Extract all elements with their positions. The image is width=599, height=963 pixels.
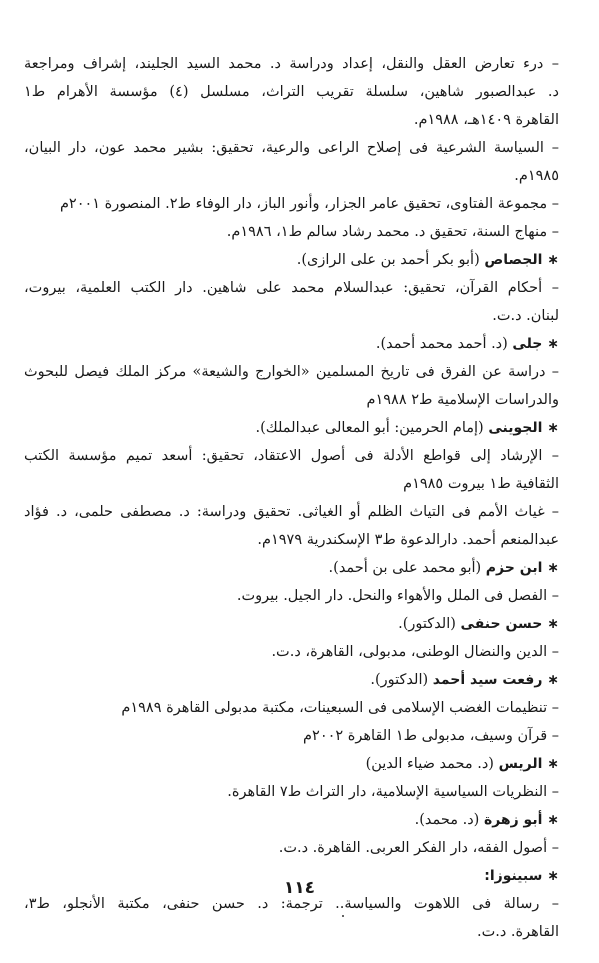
reference-line: – منهاج السنة، تحقيق د. محمد رشاد سالم ط١، ١٩٨٦م. <box>226 224 559 240</box>
author-bullet-icon: ∗ <box>547 336 559 352</box>
reference-line: والدراسات الإسلامية ط٢ ١٩٨٨م <box>366 392 559 408</box>
author-heading <box>24 246 559 274</box>
author-name: جلى <box>512 336 543 352</box>
reference-line: – أحكام القرآن، تحقيق: عبدالسلام محمد على شاهين. دار الكتب العلمية، بيروت، <box>24 280 559 296</box>
author-line <box>24 750 559 778</box>
author-heading <box>24 610 559 638</box>
reference-entry <box>24 190 559 218</box>
reference-line: القاهرة ١٤٠٩هـ، ١٩٨٨م. <box>413 112 559 128</box>
print-speck <box>342 915 344 917</box>
reference-entry <box>24 638 559 666</box>
reference-entry <box>24 778 559 806</box>
author-bullet-icon: ∗ <box>547 868 559 884</box>
reference-line: ١٩٨٥م. <box>514 168 559 184</box>
reference-entry <box>24 442 559 498</box>
author-details: (الدكتور). <box>370 672 433 688</box>
author-details: (أبو محمد على بن أحمد). <box>328 560 486 576</box>
author-line <box>24 666 559 694</box>
author-line <box>24 330 559 358</box>
reference-entry <box>24 498 559 554</box>
reference-line: – درء تعارض العقل والنقل، إعداد ودراسة د. محمد السيد الجليند، إشراف ومراجعة <box>24 56 559 72</box>
reference-line: – الفصل فى الملل والأهواء والنحل. دار الجيل. بيروت. <box>236 588 559 604</box>
author-heading <box>24 750 559 778</box>
reference-line: القاهرة. د.ت. <box>477 924 559 940</box>
author-bullet-icon: ∗ <box>547 616 559 632</box>
reference-entry <box>24 134 559 190</box>
reference-line: – رسالة فى اللاهوت والسياسة.. ترجمة: د. حسن حنفى، مكتبة الأنجلو، ط٣، <box>24 896 559 912</box>
reference-line: عبدالمنعم أحمد. دارالدعوة ط٣ الإسكندرية ١٩٧٩م. <box>257 532 559 548</box>
author-bullet-icon: ∗ <box>547 672 559 688</box>
reference-line: – الإرشاد إلى قواطع الأدلة فى أصول الاعتقاد، تحقيق: أسعد تميم مؤسسة الكتب <box>24 448 559 464</box>
author-heading <box>24 414 559 442</box>
reference-line: – مجموعة الفتاوى، تحقيق عامر الجزار، وأنور الباز، دار الوفاء ط٢. المنصورة ٢٠٠١م <box>59 196 559 212</box>
reference-line: – قرآن وسيف، مدبولى ط١ القاهرة ٢٠٠٢م <box>303 728 559 744</box>
author-line <box>24 246 559 274</box>
author-details: (د. أحمد محمد أحمد). <box>375 336 513 352</box>
author-bullet-icon: ∗ <box>547 560 559 576</box>
author-name: الجصاص <box>484 252 543 268</box>
author-line <box>24 610 559 638</box>
author-heading <box>24 554 559 582</box>
reference-line: – دراسة عن الفرق فى تاريخ المسلمين «الخوارج والشيعة» مركز الملك فيصل للبحوث <box>24 364 559 380</box>
author-line <box>24 554 559 582</box>
author-details: (د. محمد). <box>414 812 484 828</box>
reference-line: – تنظيمات الغضب الإسلامى فى السبعينات، مكتبة مدبولى القاهرة ١٩٨٩م <box>121 700 559 716</box>
reference-line: – السياسة الشرعية فى إصلاح الراعى والرعية، تحقيق: بشير محمد عون، دار البيان، <box>24 140 559 156</box>
bibliography-list <box>24 50 559 946</box>
author-details: (د. محمد ضياء الدين) <box>365 756 499 772</box>
author-name: ابن حزم <box>485 560 543 576</box>
author-line <box>24 806 559 834</box>
author-details: (الدكتور). <box>398 616 461 632</box>
author-heading <box>24 806 559 834</box>
author-line <box>24 414 559 442</box>
author-details: (أبو بكر أحمد بن على الرازى). <box>296 252 485 268</box>
author-name: رفعت سيد أحمد <box>432 672 543 688</box>
reference-entry <box>24 358 559 414</box>
author-name: سبينوزا: <box>484 868 543 884</box>
reference-line: – النظريات السياسية الإسلامية، دار التراث ط٧ القاهرة. <box>227 784 559 800</box>
author-name: الجوينى <box>488 420 543 436</box>
reference-entry <box>24 50 559 134</box>
reference-entry <box>24 582 559 610</box>
reference-line: لبنان. د.ت. <box>492 308 559 324</box>
reference-entry <box>24 274 559 330</box>
author-bullet-icon: ∗ <box>547 420 559 436</box>
author-name: حسن حنفى <box>460 616 543 632</box>
author-heading <box>24 666 559 694</box>
author-bullet-icon: ∗ <box>547 252 559 268</box>
reference-entry <box>24 834 559 862</box>
reference-entry <box>24 218 559 246</box>
reference-line: الثقافية ط١ بيروت ١٩٨٥م <box>403 476 559 492</box>
reference-entry <box>24 722 559 750</box>
reference-line: – الدين والنضال الوطنى، مدبولى، القاهرة، د.ت. <box>271 644 559 660</box>
reference-entry <box>24 890 559 946</box>
author-name: أبو زهرة <box>483 812 543 828</box>
page-number: ١١٤ <box>283 878 316 898</box>
reference-entry <box>24 694 559 722</box>
author-heading <box>24 330 559 358</box>
author-bullet-icon: ∗ <box>547 756 559 772</box>
reference-line: – غياث الأمم فى التياث الظلم أو الغياثى. تحقيق ودراسة: د. مصطفى حلمى، د. فؤاد <box>24 504 559 520</box>
author-details: (إمام الحرمين: أبو المعالى عبدالملك). <box>255 420 489 436</box>
reference-line: د. عبدالصبور شاهين، سلسلة تقريب التراث، مسلسل (٤) مؤسسة الأهرام ط١ <box>24 84 559 100</box>
author-bullet-icon: ∗ <box>547 812 559 828</box>
reference-line: – أصول الفقه، دار الفكر العربى. القاهرة. د.ت. <box>278 840 559 856</box>
author-name: الريس <box>498 756 543 772</box>
